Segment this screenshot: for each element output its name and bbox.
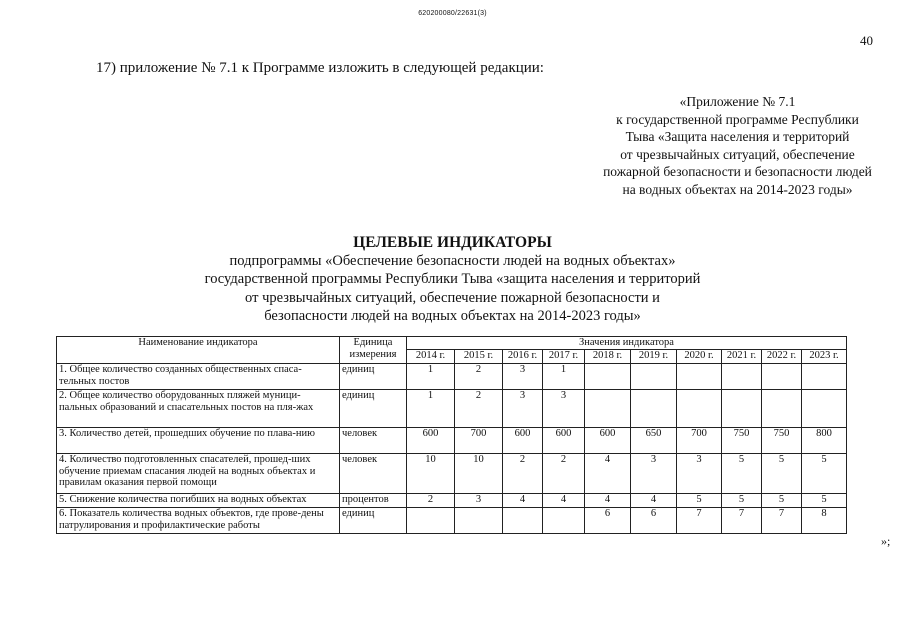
indicator-value [631, 364, 677, 390]
indicator-value: 3 [543, 390, 585, 428]
indicator-value: 10 [407, 454, 455, 494]
year-header: 2021 г. [722, 350, 762, 364]
appendix-line: от чрезвычайных ситуаций, обеспечение [620, 146, 855, 162]
indicator-name: 5. Снижение количества погибших на водных объектах [57, 494, 340, 508]
header-unit-line: Единица [353, 337, 393, 348]
table-row [57, 454, 847, 494]
indicator-value: 3 [503, 364, 543, 390]
title-block [0, 234, 905, 326]
year-header: 2023 г. [802, 350, 847, 364]
indicator-value: 3 [631, 454, 677, 494]
year-header: 2017 г. [543, 350, 585, 364]
indicator-value [543, 508, 585, 534]
indicator-unit: человек [340, 428, 407, 454]
indicator-value: 4 [543, 494, 585, 508]
indicator-value: 1 [407, 364, 455, 390]
indicator-unit: единиц [340, 390, 407, 428]
header-values: Значения индикатора [407, 337, 847, 350]
indicator-unit: единиц [340, 508, 407, 534]
indicator-value: 3 [455, 494, 503, 508]
indicator-name: 3. Количество детей, прошедших обучение по плава-нию [57, 428, 340, 454]
indicator-name: 2. Общее количество оборудованных пляжей муници-пальных образований и спасательных постов на пля-жах [57, 390, 340, 428]
document-id: 620200080/22631(3) [418, 10, 487, 17]
subtitle-line: безопасности людей на водных объектах на 2014-2023 годы» [264, 308, 641, 325]
table-header-row [57, 337, 847, 350]
year-header: 2022 г. [762, 350, 802, 364]
year-header: 2019 г. [631, 350, 677, 364]
indicator-value: 600 [543, 428, 585, 454]
indicator-value: 2 [503, 454, 543, 494]
indicator-value [455, 508, 503, 534]
indicator-value: 750 [722, 428, 762, 454]
table-row [57, 508, 847, 534]
table-row [57, 494, 847, 508]
appendix-reference [560, 93, 905, 198]
document-title: ЦЕЛЕВЫЕ ИНДИКАТОРЫ [353, 234, 552, 251]
indicator-value: 5 [762, 454, 802, 494]
indicator-value: 600 [503, 428, 543, 454]
indicator-value: 7 [722, 508, 762, 534]
year-header: 2015 г. [455, 350, 503, 364]
indicator-value [677, 390, 722, 428]
closing-quote-mark: »; [881, 534, 891, 548]
indicator-value: 5 [722, 454, 762, 494]
year-header: 2014 г. [407, 350, 455, 364]
indicator-value: 1 [407, 390, 455, 428]
indicator-value: 2 [455, 390, 503, 428]
indicator-value [722, 364, 762, 390]
indicator-value: 3 [677, 454, 722, 494]
indicator-value [722, 390, 762, 428]
indicator-value: 8 [802, 508, 847, 534]
indicator-name: 4. Количество подготовленных спасателей, прошед-ших обучение приемам спасания людей на водных объектах и правилам оказания первой помощи [57, 454, 340, 494]
indicator-value: 4 [585, 494, 631, 508]
indicator-value: 6 [631, 508, 677, 534]
indicator-value [503, 508, 543, 534]
indicator-value: 7 [762, 508, 802, 534]
year-header: 2020 г. [677, 350, 722, 364]
header-unit-line: измерения [349, 349, 397, 360]
indicator-value [631, 390, 677, 428]
indicator-value [802, 390, 847, 428]
indicator-value: 650 [631, 428, 677, 454]
indicator-value [585, 390, 631, 428]
indicator-value: 5 [802, 454, 847, 494]
indicator-value: 700 [455, 428, 503, 454]
appendix-line: «Приложение № 7.1 [679, 94, 796, 109]
indicator-value: 10 [455, 454, 503, 494]
indicator-value: 6 [585, 508, 631, 534]
indicator-value: 750 [762, 428, 802, 454]
indicator-value [802, 364, 847, 390]
indicator-value: 5 [677, 494, 722, 508]
table-row [57, 428, 847, 454]
appendix-line: пожарной безопасности и безопасности людей [603, 164, 872, 179]
indicator-value: 4 [631, 494, 677, 508]
subtitle-line: от чрезвычайных ситуаций, обеспечение пожарной безопасности и [245, 289, 660, 306]
table-row [57, 364, 847, 390]
subtitle-line: государственной программы Республики Тыва «защита населения и территорий [204, 271, 701, 288]
indicator-value: 800 [802, 428, 847, 454]
indicator-value: 5 [762, 494, 802, 508]
indicator-value: 700 [677, 428, 722, 454]
header-indicator-name: Наименование индикатора [57, 337, 340, 364]
indicator-value: 1 [543, 364, 585, 390]
table-row [57, 390, 847, 428]
year-header: 2016 г. [503, 350, 543, 364]
indicator-value: 4 [585, 454, 631, 494]
indicators-table [56, 336, 847, 534]
appendix-line: Тыва «Защита населения и территорий [625, 129, 850, 144]
indicator-value: 2 [407, 494, 455, 508]
indicator-value: 4 [503, 494, 543, 508]
indicator-unit: процентов [340, 494, 407, 508]
indicator-unit: человек [340, 454, 407, 494]
indicator-value: 2 [543, 454, 585, 494]
indicator-value: 600 [407, 428, 455, 454]
indicator-value [585, 364, 631, 390]
indicator-value [762, 390, 802, 428]
subtitle-line: подпрограммы «Обеспечение безопасности людей на водных объектах» [229, 253, 676, 269]
header-unit [340, 337, 407, 364]
appendix-line: к государственной программе Республики [616, 111, 859, 127]
indicator-value [677, 364, 722, 390]
indicator-value [762, 364, 802, 390]
appendix-line: на водных объектах на 2014-2023 годы» [622, 181, 853, 197]
indicator-unit: единиц [340, 364, 407, 390]
indicator-value [407, 508, 455, 534]
indicator-value: 5 [722, 494, 762, 508]
indicator-value: 600 [585, 428, 631, 454]
amendment-instruction: 17) приложение № 7.1 к Программе изложить в следующей редакции: [96, 60, 544, 76]
indicator-name: 6. Показатель количества водных объектов, где прове-дены патрулирования и профилактические работы [57, 508, 340, 534]
page-number: 40 [860, 33, 873, 48]
year-header: 2018 г. [585, 350, 631, 364]
indicator-value: 5 [802, 494, 847, 508]
indicator-value: 2 [455, 364, 503, 390]
indicator-value: 7 [677, 508, 722, 534]
indicator-name: 1. Общее количество созданных общественных спаса-тельных постов [57, 364, 340, 390]
indicator-value: 3 [503, 390, 543, 428]
